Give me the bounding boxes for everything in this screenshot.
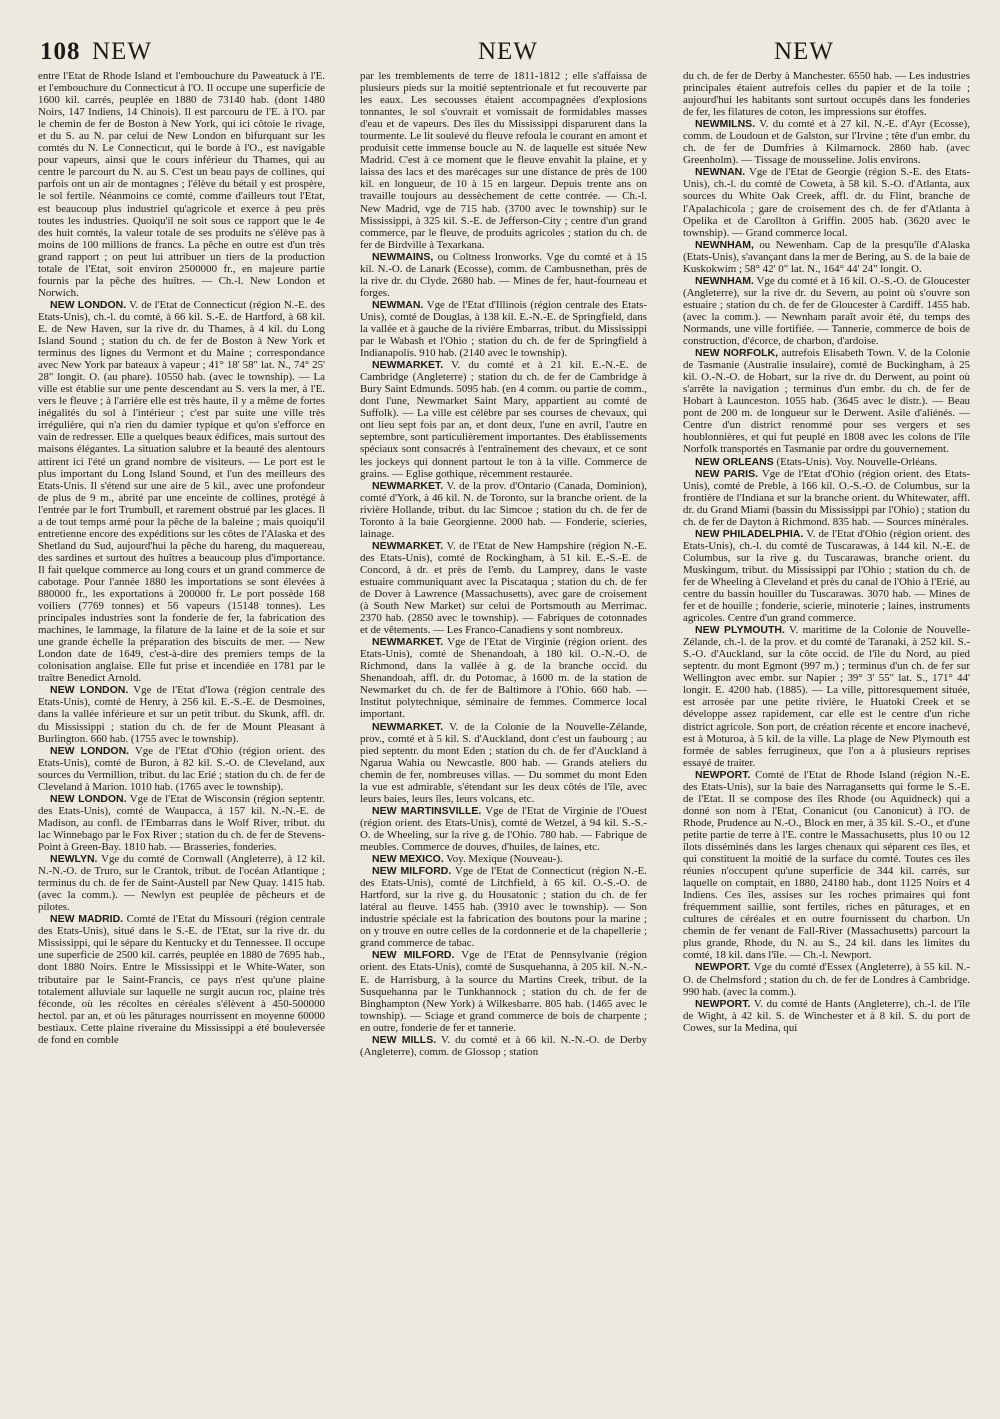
entry-headword: NEWLYN. (50, 853, 98, 866)
dictionary-entry (683, 468, 970, 528)
entry-text: V. de la Colonie de la Nouvelle-Zélande, prov., comté et à 5 kil. S. d'Auckland, dont c'est un faubourg ; au pied septentr. du mont Eden ; station du ch. de fer d'Auckland à Ngarua Wahia ou Newcastle. 800 hab. — Grands ateliers du chemin de fer, nombreuses villas. — Du sommet du mont Eden la vue est admirable, s'étendant sur les deux côtés de l'île, avec leurs baies, leurs îles, leurs volcans, etc. (360, 720, 647, 805)
entry-text: V. de la prov. d'Ontario (Canada, Dominion), comté d'York, à 46 kil. N. de Toronto, sur la branche orient. de la rivière Hollande, tribut. du lac Simcoe ; station du ch. de fer de Toronto à la baie Georgienne. 2000 hab. — Fonderie, scieries, lainage. (360, 479, 647, 540)
dictionary-entry (360, 1034, 647, 1058)
dictionary-entry (360, 949, 647, 1033)
dictionary-entry (360, 251, 647, 299)
page-number: 108 (40, 38, 81, 65)
entry-text: Vge du comté de Cornwall (Angleterre), à 12 kil. N.-N.-O. de Truro, sur le Crantok, tribut. de l'océan Atlantique ; terminus du ch. de fer de Saint-Austell par New Quay. 1415 hab. (avec la comm.). — Newlyn est peuplée de pêcheurs et de pilotes. (38, 853, 325, 914)
dictionary-entry (683, 998, 970, 1034)
dictionary-entry (38, 684, 325, 744)
entry-text: Vge du comté d'Essex (Angleterre), à 55 kil. N.-O. de Chelmsford ; station du ch. de fer de Londres à Cambridge. 990 hab. (avec la comm.). (683, 961, 970, 998)
entry-text: (Etats-Unis). Voy. Nouvelle-Orléans. (776, 455, 938, 468)
entry-headword: NEW LONDON. (50, 744, 130, 757)
entry-text: Vge de l'Etat de Georgie (région S.-E. des Etats-Unis), ch.-l. du comté de Coweta, à 58 kil. S.-O. d'Atlanta, aux sources du White Oak Creek, affl. dr. du Flint, branche de l'Apalachicola ; gare de croisement des ch. de fer d'Atlanta à Opelika et de Carollton à Griffin. 2005 hab. (3620 avec le township). — Grand commerce local. (683, 166, 970, 239)
entry-text: Vge de l'Etat d'Ohio (région orient. des Etats-Unis), comté de Preble, à 166 kil. O.-S.-O. de Columbus, sur la frontière de l'Indiana et sur la branche orient. du Whitewater, affl. dr. du Grand Miami (bassin du Mississippi par l'Ohio) ; station du ch. de fer de Dayton à Richmond. 835 hab. — Sources minérales. (683, 467, 970, 528)
entry-text: Vge de l'Etat d'Ohio (région orient. des Etats-Unis), comté de Buron, à 82 kil. S.-O. de Cleveland, aux sources du Vermillion, tribut. du lac Erié ; station du ch. de fer de Cleveland à Marion. 1010 hab. (1765 avec le township). (38, 744, 325, 793)
entry-text: Vge de l'Etat d'Illinois (région centrale des Etats-Unis), comté de Douglas, à 138 kil. E.-N.-E. de Springfield, dans la vallée et à gauche de la rivière Embarras, tribut. du Mississippi par le Wabash et l'Ohio ; station du ch. de fer de Springfield à Indianapolis. 910 hab. (2140 avec le township). (360, 298, 647, 360)
entry-headword: NEWNAN. (695, 166, 746, 179)
entry-headword: NEW NORFOLK, (695, 347, 779, 360)
entry-headword: NEW LONDON. (50, 684, 129, 697)
entry-headword: NEW PHILADELPHIA. (695, 527, 804, 540)
entry-headword: NEWMILNS. (695, 118, 756, 131)
dictionary-entry (683, 528, 970, 624)
entry-headword: NEWPORT. (695, 768, 751, 781)
text-column-1 (38, 70, 325, 1410)
dictionary-entry (360, 805, 647, 853)
dictionary-entry (683, 456, 970, 468)
entry-text: V. maritime de la Colonie de Nouvelle-Zélande, ch.-l. de la prov. et du comté de Taranaki, à 252 kil. S.-S.-O. d'Auckland, sur la côte occid. de l'île du Nord, au pied septentr. du mont Egmont (997 m.) ; terminus d'un ch. de fer sur Wellington avec embr. sur Napier ; 39° 3' 55" lat. S., 171° 44' longit. E. 4200 hab. (1885). — La ville, pittoresquement située, est arrosée par une petite rivière, le Huatoki Creek et se développe assez rapidement, car elle est le centre d'un riche district agricole. Son port, de création récente et encore inachevé, est à Moturoa, à 5 kil. de la ville. La plage de New Plymouth est formée de sables ferrugineux, que l'on a à plusieurs reprises essayé de traiter. (683, 624, 970, 769)
entry-headword: NEW LONDON. (50, 298, 127, 311)
dictionary-entry (360, 70, 647, 251)
entry-text: Vge de l'Etat de Pennsylvanie (région orient. des Etats-Unis), comté de Susquehanna, à 205 kil. N.-N.-E. de Harrisburg, à la source du Martins Creek, tribut. de la Susquehanna par le Tunkhannock ; station du ch. de fer de Binghampton (New York) à Wilkesbarre. 805 hab. (1465 avec le township). — Sciage et grand commerce de bois de charpente ; en outre, fonderie de fer et tannerie. (360, 949, 647, 1034)
entry-text: V. de l'Etat de Connecticut (région N.-E. des Etats-Unis), ch.-l. du comté, à 66 kil. S.-E. de Hartford, à 68 kil. E. de New Haven, sur la rive dr. du Thames, à 4 kil. du Long Island Sound ; station du ch. de fer de Boston à New York et terminus des lignes du Vermont et du Maine ; correspondance avec New York par bateaux à vapeur ; 41° 18' 58" lat. N., 74° 25' 28" longit. O. (au phare). 10550 hab. (avec le township). — La ville est établie sur une pente descendant au S. vers la mer, à l'E. vers le fleuve ; à l'arrière elle est très haute, il y a même de fortes inégalités du sol à l'intérieur ; c'est par suite une ville très irrégulière, qui n'a rien du damier typique et qu'on s'efforce en vain de redresser. Elle a quelques beaux édifices, mais surtout des maisons élégantes. La situation salubre et la beauté des alentours attirent ici l'été un grand nombre de visiteurs. — Le port est le plus important du Long Island Sound, et l'un des meilleurs des Etats-Unis. Il s'étend sur une aire de 5 kil., avec une profondeur de plus de 9 m., abrité par une enceinte de collines, protégé à l'entrée par le fort Trumbull, et rarement obstrué par les glaces. Il a de tout temps armé pour la pêche de la baleine ; mais quoiqu'il entretienne encore des expéditions sur les côtes de l'Alaska et des Shetland du Sud, aujourd'hui la pêche du hareng, du maquereau, des sardines et surtout des huîtres a beaucoup plus d'importance. Il fait quelque commerce au long cours et un grand commerce de cabotage. Pour l'année 1880 les importations se sont élevées à 880000 fr., les exportations à 200000 fr. Le port possède 168 voiliers (7769 tonnes) et 56 vapeurs (15148 tonnes). Les principales industries sont la fonderie de fer, la fabrication des machines, le lammage, la filature de la laine et de la soie et sur une grande échelle la préparation des biscuits de mer. — New London date de 1649, c'est-à-dire des premiers temps de la colonisation anglaise. Elle fut prise et incendiée en 1781 par le traître Benedict Arnold. (38, 298, 325, 685)
dictionary-entry (683, 70, 970, 118)
dictionary-entry (683, 166, 970, 238)
dictionary-entry (360, 299, 647, 359)
dictionary-entry (683, 769, 970, 962)
dictionary-entry (38, 745, 325, 793)
entry-headword: NEWMARKET. (372, 479, 444, 492)
dictionary-entry (360, 540, 647, 636)
entry-headword: NEWMARKET. (372, 359, 444, 372)
entry-text: Vge de l'Etat de Connecticut (région N.-E. des Etats-Unis), comté de Litchfield, à 65 kil. O.-S.-O. de Hartford, sur la rive g. du Housatonic ; station du ch. de fer latéral au fleuve. 1455 hab. (3910 avec le township). — Son industrie spéciale est la fabrication des boutons pour la marine ; on y trouve en outre celles de la cordonnerie et de la chapellerie ; grand commerce de tabac. (360, 865, 647, 950)
dictionary-entry (360, 359, 647, 479)
dictionary-entry (683, 347, 970, 455)
dictionary-entry (683, 118, 970, 166)
entry-text: Voy. Mexique (Nouveau-). (446, 853, 563, 866)
dictionary-entry (38, 793, 325, 853)
dictionary-entry (360, 865, 647, 949)
entry-text: Vge de l'Etat de Virginie de l'Ouest (région orient. des Etats-Unis), comté de Wetzel, à 94 kil. S.-S.-O. de Wheeling, sur la rive g. de l'Ohio. 780 hab. — Fabrique de meubles. Commerce de douves, d'huiles, de laines, etc. (360, 804, 647, 853)
entry-headword: NEWNHAM, (695, 238, 754, 251)
entry-headword: NEWNHAM. (695, 274, 754, 287)
entry-text: V. du comté et à 21 kil. E.-N.-E. de Cambridge (Angleterre) ; station du ch. de fer de Cambridge à Bury Saint Edmunds. 5095 hab. (en 4 comm. ou partie de comm., dont l'une, Newmarket Saint Mary, appartient au comté de Suffolk). — La ville est célèbre par ses courses de chevaux, qui ont lieu sept fois par an, et dont deux, l'une en avril, l'autre en septembre, sont particulièrement importantes. Des établissements spéciaux sont consacrés à l'entraînement des chevaux, et ce sont les jockeys qui donnent partout le ton à la ville. Commerce de grains. — Eglise gothique, récemment restaurée. (360, 359, 647, 480)
entry-text: Vge de l'Etat de Virginie (région orient. des Etats-Unis), comté de Shenandoah, à 180 kil. O.-N.-O. de Richmond, dans la vallée à g. de la branche occid. du Shenandoah, affl. dr. du Potomac, à 1600 m. de la station de Newmarket du ch. de fer de Baltimore à l'Ohio. 660 hab. — Institut polytechnique, séminaire de femmes. Commerce local important. (360, 636, 647, 721)
entry-text: ou Coltness Ironworks. Vge du comté et à 15 kil. N.-O. de Lanark (Ecosse), comm. de Cambusnethan, près de la rive dr. du Clyde. 2680 hab. — Mines de fer, haut-fourneau et forges. (360, 250, 647, 299)
entry-headword: NEW PLYMOUTH. (695, 624, 785, 637)
text-column-3 (683, 70, 970, 1410)
dictionary-entry (38, 853, 325, 913)
entry-headword: NEW MADRID. (50, 913, 124, 926)
entry-text: Vge de l'Etat d'Iowa (région centrale des Etats-Unis), comté de Henry, à 256 kil. E.-S.-E. de Desmoines, dans la vallée inférieure et sur un petit tribut. du Skunk, affl. dr. du Mississippi ; station du ch. de fer de Mount Pleasant à Burlington. 660 hab. (1755 avec le township). (38, 684, 325, 745)
dictionary-entry (360, 636, 647, 720)
dictionary-entry (38, 913, 325, 1046)
dictionary-entry (360, 480, 647, 540)
entry-headword: NEW MILFORD. (372, 949, 455, 962)
dictionary-entry (683, 961, 970, 997)
entry-text: V. de l'Etat d'Ohio (région orient. des Etats-Unis), ch.-l. du comté de Tuscarawas, à 144 kil. N.-E. de Columbus, sur la rive g. du Tuscarawas, branche orient. du Muskingum, tribut. du Mississippi par l'Ohio ; station du ch. de fer de Wheeling à Cleveland et près du canal de l'Ohio à l'Erié, au centre du bassin houiller du Tuscarawas. 3070 hab. — Mines de fer et de houille ; fonderie, scierie, minoterie ; laines, instruments agricoles. Centre d'un grand commerce. (683, 527, 970, 625)
entry-headword: NEW LONDON. (50, 792, 127, 805)
entry-text: V. du comté de Hants (Angleterre), ch.-l. de l'île de Wight, à 42 kil. S. de Winchester et à 8 kil. S. du port de Cowes, sur la Medina, qui (683, 997, 970, 1034)
entry-headword: NEWPORT. (695, 997, 751, 1010)
entry-headword: NEW MILLS. (372, 1033, 437, 1046)
entry-text: Comté de l'Etat de Rhode Island (région N.-E. des Etats-Unis), sur la baie des Narragansetts qui forme le S.-E. de l'Etat. Il se compose des îles Rhode (ou Aquidneck) qui a donné son nom à l'Etat, Conanicut (ou Canonicut) à l'O. de Rhode, Prudence au N.-O., Block en mer, à 35 kil. S.-O., et d'une petite partie de terre à l'E. contre le Massachusetts, plus 10 ou 12 îlots disséminés dans les larges chenaux qui séparent ces îles, et qui constituent la moitié de la surface du comté. Toutes ces îles réunies n'occupent qu'une superficie de 344 kil. carrés, sur laquelle on comptait, en 1880, 24180 hab., dont 1125 Noirs et 4 Indiens. Ces îles, assises sur les roches primaires qui font fréquemment saillie, sont fertiles, riches en pâturages, et en cultures de céréales et en outre fournissent du charbon. Un chemin de fer venant de Fall-River (Massachusetts) parcourt la plus grande, Rhode, du N. au S., 24 kil. dans les limites du comté, 18 kil. dans l'île. — Ch.-l. Newport. (683, 768, 970, 962)
entry-text: par les tremblements de terre de 1811-1812 ; elle s'affaissa de plusieurs pieds sur la moitié septentrionale et fut recouverte par les eaux. Les secousses étaient accompagnées d'explosions tonnantes, le sol s'ouvrait et vomissait de formidables masses d'eau et de vapeurs. Des îles du Mississippi disparurent dans la tourmente. Le lit soulevé du fleuve refoula le courant en amont et produisit cette immense boucle au N. de laquelle est située New Madrid. C'est à ce moment que le fleuve envahit la plaine, et y laissa des lacs et des marécages sur une distance de près de 100 kil. en longueur, de 10 à 15 en largeur. Depuis trente ans on travaille toujours au dessèchement de cette contrée. — Ch.-l. New Madrid, vge de 715 hab. (3700 avec le township) sur le Mississippi, à 325 kil. S.-E. de Jefferson-City ; centre d'un grand commerce, par le fleuve, de produits agricoles ; station du ch. de fer de Birdville à Texarkana. (360, 70, 647, 251)
dictionary-entry (38, 299, 325, 685)
entry-text: V. de l'Etat de New Hampshire (région N.-E. des Etats-Unis), comté de Rockingham, à 51 kil. E.-S.-E. de Concord, à dr. et près de l'emb. du Lamprey, dans le vaste estuaire communiquant avec la Piscataqua ; station du ch. de fer de Dover à Lawrence (Massachusetts), avec gare de croisement (à South New Market) sur celui de Portsmouth au Merrimac. 2370 hab. (2850 avec le township). — Fabriques de cotonnades et de vêtements. — Les Franco-Canadiens y sont nombreux. (360, 539, 647, 637)
running-head-right: NEW (774, 38, 834, 65)
entry-text: V. du comté et à 66 kil. N.-N.-O. de Derby (Angleterre), comm. de Glossop ; station (360, 1033, 647, 1058)
dictionary-entry (683, 239, 970, 275)
entry-text: Comté de l'Etat du Missouri (région centrale des Etats-Unis), situé dans le S.-E. de l'Etat, sur la rive dr. du Mississippi, qui le sépare du Kentucky et du Tennessee. Il occupe une superficie de 2500 kil. carrés, peuplée en 1880 de 7695 hab., dont 1880 Noirs. Entre le Mississippi et le White-Water, son tributaire par le Saint-Francis, ce pays n'est qu'une plaine totalement alluviale sur laquelle ne surgit aucun roc, plaine très féconde, où les récoltes en céréales s'élèvent à 450-500000 hectol. par an, et où les pâturages nourrissent en moyenne 60000 bestiaux. Cette plaine riveraine du Mississippi a été bouleversée de fond en comble (38, 913, 325, 1046)
dictionary-entry (38, 70, 325, 299)
entry-text: Vge du comté et à 16 kil. O.-S.-O. de Gloucester (Angleterre), sur la rive dr. du Severn, au point où s'ouvre son estuaire ; station du ch. de fer de Gloucester à Cardiff. 1455 hab. (avec la comm.). — Newnham paraît avoir été, du temps des Normands, une ville fortifiée. — Tannerie, commerce de bois de construction, d'écorce, de charbon, d'ardoise. (683, 274, 970, 348)
entry-headword: NEWMARKET. (372, 636, 444, 649)
dictionary-entry (360, 853, 647, 865)
dictionary-entry (683, 624, 970, 769)
entry-headword: NEWMAINS, (372, 250, 434, 263)
running-head-left: NEW (92, 38, 152, 65)
entry-headword: NEW ORLEANS (695, 455, 774, 468)
dictionary-entry (360, 721, 647, 805)
entry-text: du ch. de fer de Derby à Manchester. 6550 hab. — Les industries principales étaient autrefois celles du papier et de la toile ; aujourd'hui les habitants sont surtout occupés dans les fonderies de fer, les filatures de coton, les impressions sur étoffes. (683, 70, 970, 119)
entry-headword: NEW PARIS. (695, 467, 758, 480)
entry-text: Vge de l'Etat de Wisconsin (région septentr. des Etats-Unis), comté de Waupacca, à 157 kil. N.-N.-E. de Madison, au confl. de l'Embarras dans le Wolf River, tribut. du lac Winnebago par le Fox River ; station du ch. de fer de Stevens-Point à Green-Bay. 1810 hab. — Brasseries, fonderies. (38, 792, 325, 853)
entry-headword: NEW MEXICO. (372, 853, 444, 866)
text-column-2 (360, 70, 647, 1410)
dictionary-entry (683, 275, 970, 347)
entry-headword: NEW MARTINSVILLE. (372, 804, 482, 817)
entry-text: entre l'Etat de Rhode Island et l'embouchure du Paweatuck à l'E. et l'embouchure du Connecticut à l'O. Il occupe une superficie de 1600 kil. carrés, peuplée en 1880 de 73140 hab. (dont 1480 Noirs, 147 Indiens, 14 Chinois). Il est parcouru de l'E. à l'O. par le chemin de fer de Boston à New York, qui ici côtoie le rivage, et du S. au N. par celui de New London en bifurquant sur les comtés du N. Le Connecticut, qui le borde à l'O., est navigable pour vapeurs, ainsi que le cours inférieur du Thames, qui au centre le parcourt du N. au S. C'est un beau pays de collines, qui parfois ont un air de montagnes ; l'élève du bétail y est prospère, le sol fertile. Néanmoins ce comté, comme d'ailleurs tout l'Etat, est beaucoup plus industriel qu'agricole et exerce à peu près toutes les industries. Quoiqu'il ne soit sous ce rapport que le 4e des huit comtés, la valeur totale de ses produits ne s'élève pas à moins de 100 millions de francs. La pêche en outre est d'un très grand rapport ; on peut lui attribuer un tiers de la production totale de l'Etat, soit environ 2500000 fr., en majeure partie fournis par la pêche des huîtres. — Ch.-l. New London et Norwich. (38, 70, 325, 299)
entry-text: ou Newenham. Cap de la presqu'île d'Alaska (Etats-Unis), s'avançant dans la mer de Bering, au S. de la baie de Kuskokwim ; 58° 42' 0" lat. N., 164° 44' 24" longit. O. (683, 238, 970, 275)
entry-headword: NEWMARKET. (372, 539, 444, 552)
running-head-center: NEW (478, 38, 538, 65)
entry-headword: NEW MILFORD. (372, 865, 452, 878)
entry-headword: NEWMAN. (372, 298, 424, 311)
entry-headword: NEWPORT. (695, 961, 751, 974)
entry-text: autrefois Elisabeth Town. V. de la Colonie de Tasmanie (Australie insulaire), comté de Buckingham, à 25 kil. O.-N.-O. de Hobart, sur la rive dr. du Derwent, au point où s'arrête la navigation ; terminus d'un embr. du ch. de fer de Hobart à Launceston. 1055 hab. (3645 avec le distr.). — Beau pont de 200 m. de longueur sur le Derwent. Asile d'aliénés. — Centre d'un district renommé pour ses vergers et ses houblonnières, et qui fut peuplé en 1808 avec les colons de l'île Norfolk transportés en Tasmanie par ordre du gouvernement. (683, 347, 970, 456)
entry-headword: NEWMARKET. (372, 720, 444, 733)
entry-text: V. du comté et à 27 kil. N.-E. d'Ayr (Ecosse), comm. de Loudoun et de Galston, sur l'Irvine ; tête d'un embr. du ch. de fer de Dumfries à Kilmarnock. 2860 hab. (avec Greenholm). — Tissage de mousseline. Jolis environs. (683, 118, 970, 167)
